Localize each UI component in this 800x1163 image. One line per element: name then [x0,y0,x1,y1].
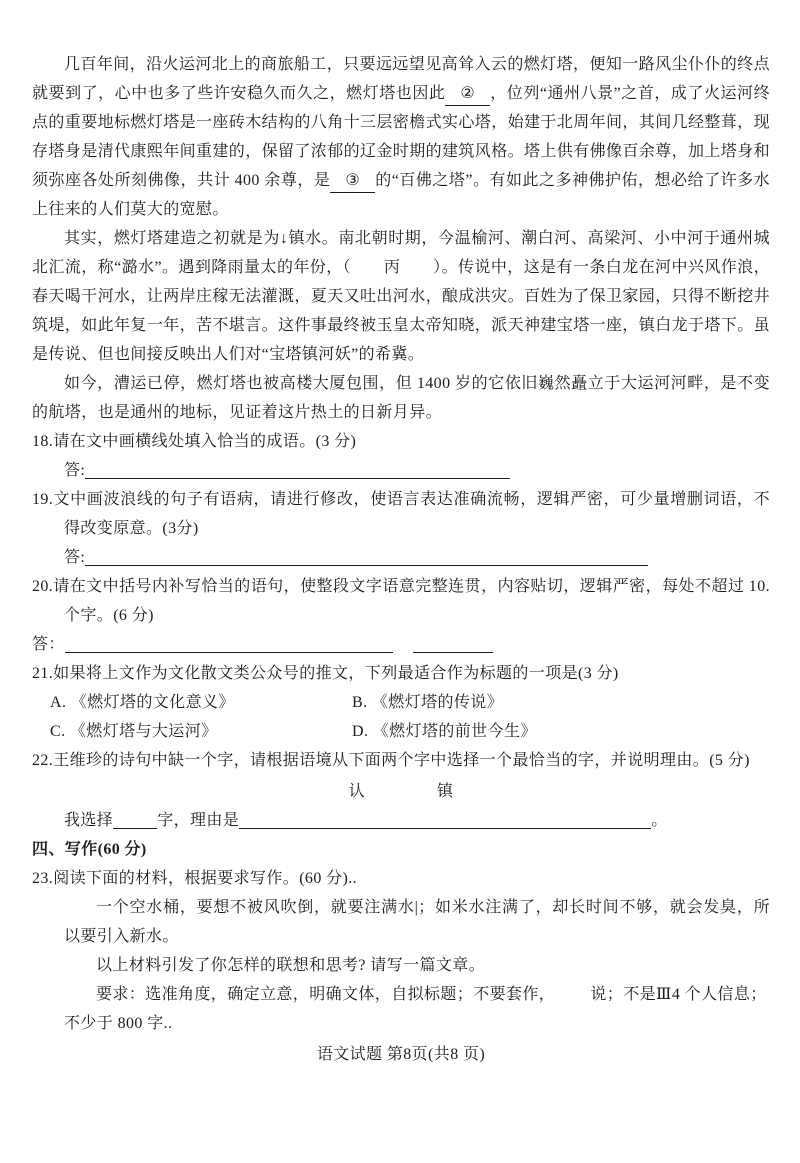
choice-char-right: 镇 [437,783,454,800]
blank-circled-number: ③ [345,172,361,189]
choice-pre-label: 我选择 [64,812,114,829]
sentence-period: 。 [651,812,668,829]
question-22-answer-line [32,806,770,835]
question-18-answer-line [32,456,770,485]
answer-label: 答: [64,549,86,566]
answer-blank [65,632,393,653]
answer-blank [85,545,648,566]
choice-char-left: 认 [348,783,365,800]
answer-blank [85,458,510,479]
passage-paragraph-2: 其实，燃灯塔建造之初就是为↓镇水。南北朝时期，今温榆河、潮白河、高梁河、小中河于通州城北汇流，称“潞水”。遇到降雨量太的年份，（ 丙 ）。传说中，这是有一条白龙在河中兴风作浪，春天喝干河水，让两岸庄稼无法灌溉，夏天又吐出河水，酿成洪灾。百姓为了保卫家园，只得不断挖井筑堤，如此年复一年，苦不堪言。这件事最终被玉皇太帝知晓，派天神建宝塔一座，镇白龙于塔下。虽是传说、但也间接反映出人们对“宝塔镇河妖”的希冀。 [32,230,771,363]
question-21-stem: 21.如果将上文作为文化散文类公众号的推文，下列最适合作为标题的一项是(3 分) [32,665,619,682]
reason-blank [239,808,651,829]
passage-text: ，位列“通州八景”之首，成了火运河终点的重要地标燃灯塔是一座砖木结构的八角十三层密檐式实心塔，始建于北周年间，其间几经整葺，现存塔身是清代康熙年间重建的，保留了浓郁的辽金时期的建筑风格。塔上供有佛像百余尊，加上塔身和须弥座各处所刻佛像，共计 400 余尊，是 [32,85,771,189]
question-19-stem: 19.文中画波浪线的句子有语病，请进行修改，使语言表达准确流畅，逻辑严密，可少量增删词语，不得改变原意。(3分) [32,491,770,537]
question-23-prompt: 以上材料引发了你怎样的联想和思考? 请写一篇文章。 [96,957,486,974]
option-c [50,717,352,746]
answer-label: 答： [32,636,65,653]
choice-mid-label: 字，理由是 [157,812,240,829]
passage-text: 几百年间，沿火运河北上的商旅船工，只要远远望见高耸入云的燃灯塔，便知一路风尘仆仆的终点就要到了，心中也多了些许安稳久而久之，燃灯塔也因此 [32,56,770,102]
question-22-stem: 22.王维珍的诗句中缺一个字，请根据语境从下面两个字中选择一个最恰当的字，并说明理由。(5 分) [32,752,750,769]
answer-label: 答: [64,462,86,479]
passage-paragraph-3: 如今，漕运已停，燃灯塔也被高楼大厦包围，但 1400 岁的它依旧巍然矗立于大运河河畔，是不变的航塔，也是通州的地标，见证着这片热土的日新月异。 [32,375,770,421]
option-text: 《燃灯塔的文化意义》 [70,694,235,711]
inline-blank-2 [445,83,490,106]
question-21-options-row-1 [32,688,770,717]
question-23-requirements: 要求：选准角度，确定立意，明确文体，自拟标题；不要套作， 说；不是Ⅲ4 个人信息；不少于 800 字.. [64,986,767,1032]
option-text: 《燃灯塔与大运河》 [69,723,218,740]
blank-circled-number: ② [460,85,476,102]
option-b [352,688,654,717]
question-18-stem: 18.请在文中画横线处填入恰当的成语。(3 分) [32,433,357,450]
choice-blank [113,808,157,829]
question-23-material: 一个空水桶，要想不被风吹倒，就要注满水|；如米水注满了，却长时间不够，就会发臭，所以要引入新水。 [64,899,770,945]
option-d [352,717,654,746]
question-23-stem: 23.阅读下面的材料，根据要求写作。(60 分).. [32,870,358,887]
option-text: 《燃灯塔的传说》 [371,694,504,711]
inline-blank-3 [330,170,375,193]
option-label: C. [50,723,66,740]
answer-blank-short [413,632,493,653]
option-label: B. [352,694,368,711]
passage-text: 的“百佛之塔”。有如此之多神佛护佑，想必给了许多水上往来的人们莫大的宽慰。 [32,172,770,218]
option-label: A. [50,694,67,711]
option-a [50,688,352,717]
option-text: 《燃灯塔的前世今生》 [372,723,537,740]
question-21-options-row-2 [32,717,770,746]
passage-paragraph-1 [32,50,770,224]
page-footer: 语文试题 第8页(共8 页) [316,1046,486,1063]
option-label: D. [352,723,369,740]
question-20-stem: 20.请在文中括号内补写恰当的语句，使整段文字语意完整连贯，内容贴切，逻辑严密，每处不超过 10. 个字。(6 分) [32,578,770,624]
section-writing-title: 四、写作(60 分) [32,841,147,858]
question-22-character-choices [32,777,770,806]
question-19-answer-line [32,543,770,572]
question-20-answer-line [32,630,770,659]
